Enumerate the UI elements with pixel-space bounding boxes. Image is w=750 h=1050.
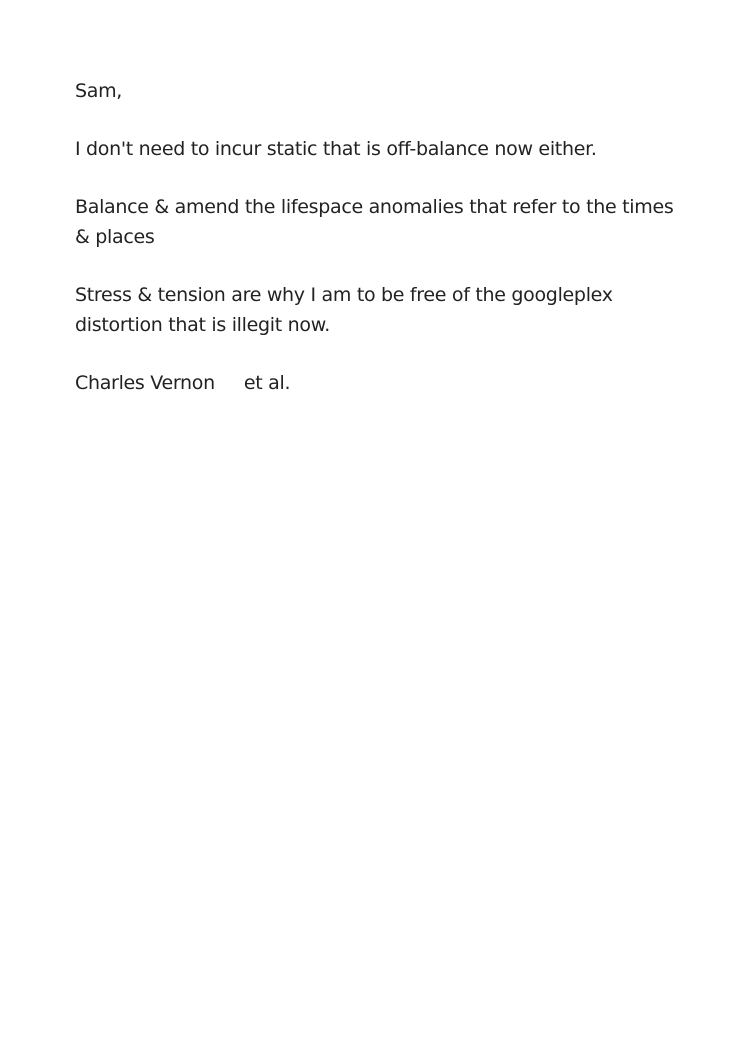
letter-signature [75, 368, 675, 398]
letter-paragraph: Stress & tension are why I am to be free of the googleplex distortion that is illegit now. [75, 284, 613, 336]
signature-suffix: et al. [243, 372, 291, 394]
letter-salutation: Sam, [75, 80, 123, 102]
letter-paragraph: Balance & amend the lifespace anomalies that refer to the times & places [75, 196, 674, 248]
letter-paragraph: I don't need to incur static that is off-balance now either. [75, 138, 597, 160]
signature-name: Charles Vernon [75, 372, 215, 394]
